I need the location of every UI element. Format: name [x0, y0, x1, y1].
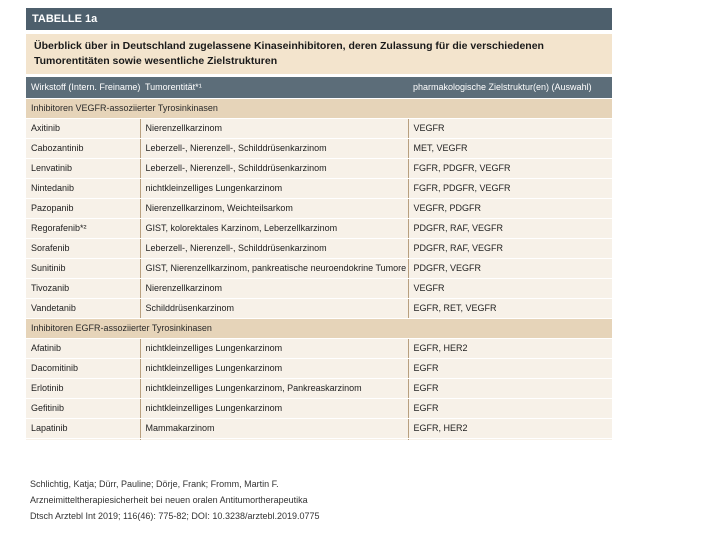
cell-substance: Pazopanib [26, 199, 140, 219]
cell-substance [26, 439, 140, 441]
table-row [26, 239, 612, 259]
cell-substance: Erlotinib [26, 379, 140, 399]
cell-substance: Sunitinib [26, 259, 140, 279]
table-row [26, 339, 612, 359]
cell-target: FGFR, PDGFR, VEGFR [408, 179, 612, 199]
credits-citation: Dtsch Arztebl Int 2019; 116(46): 775-82; DOI: 10.3238/arztebl.2019.0775 [30, 511, 320, 521]
header-substance: Wirkstoff (Intern. Freiname) [26, 77, 140, 99]
header-target-structure: pharmakologische Zielstruktur(en) (Auswahl) [408, 77, 612, 99]
header-row [26, 77, 612, 99]
cell-target: EGFR, HER2 [408, 419, 612, 439]
cell-tumor-entity: Mammakarzinom [140, 419, 408, 439]
cell-target: PDGFR, RAF, VEGFR [408, 219, 612, 239]
table-row [26, 259, 612, 279]
table-row [26, 199, 612, 219]
table-row [26, 159, 612, 179]
cell-tumor-entity: nichtkleinzelliges Lungenkarzinom [140, 339, 408, 359]
cell-target: VEGFR [408, 279, 612, 299]
cell-substance: Gefitinib [26, 399, 140, 419]
source-credits [30, 476, 320, 524]
cell-tumor-entity: GIST, Nierenzellkarzinom, pankreatische neuroendokrine Tumore [140, 259, 408, 279]
table-row [26, 119, 612, 139]
group-row [26, 319, 612, 339]
cell-target: EGFR [408, 399, 612, 419]
cell-tumor-entity: Leberzell-, Nierenzell-, Schilddrüsenkarzinom [140, 159, 408, 179]
table-row [26, 279, 612, 299]
cell-target: VEGFR [408, 119, 612, 139]
cell-tumor-entity: nichtkleinzelliges Lungenkarzinom [140, 399, 408, 419]
table-row [26, 219, 612, 239]
cell-tumor-entity: Nierenzellkarzinom [140, 279, 408, 299]
cell-substance: Afatinib [26, 339, 140, 359]
credits-title: Arzneimitteltherapiesicherheit bei neuen oralen Antitumortherapeutika [30, 495, 308, 505]
cell-substance: Vandetanib [26, 299, 140, 319]
cell-substance: Regorafenib*² [26, 219, 140, 239]
group-row [26, 99, 612, 119]
cell-tumor-entity: nichtkleinzelliges Lungenkarzinom [140, 359, 408, 379]
cell-tumor-entity [140, 439, 408, 441]
cell-target: FGFR, PDGFR, VEGFR [408, 159, 612, 179]
table-row [26, 179, 612, 199]
group-title: Inhibitoren VEGFR-assoziierter Tyrosinkinasen [26, 99, 612, 119]
cell-substance: Sorafenib [26, 239, 140, 259]
cell-substance: Lapatinib [26, 419, 140, 439]
cell-substance: Tivozanib [26, 279, 140, 299]
table-row [26, 379, 612, 399]
cell-target: MET, VEGFR [408, 139, 612, 159]
cell-tumor-entity: Leberzell-, Nierenzell-, Schilddrüsenkarzinom [140, 139, 408, 159]
cell-tumor-entity: nichtkleinzelliges Lungenkarzinom, Pankreaskarzinom [140, 379, 408, 399]
table-figure [26, 8, 612, 440]
cell-target: EGFR [408, 379, 612, 399]
cell-tumor-entity: Schilddrüsenkarzinom [140, 299, 408, 319]
kinase-inhibitor-table [26, 77, 612, 440]
cell-tumor-entity: Leberzell-, Nierenzell-, Schilddrüsenkarzinom [140, 239, 408, 259]
table-row [26, 439, 612, 441]
cell-target: EGFR [408, 359, 612, 379]
cell-tumor-entity: nichtkleinzelliges Lungenkarzinom [140, 179, 408, 199]
table-row [26, 399, 612, 419]
cell-tumor-entity: GIST, kolorektales Karzinom, Leberzellkarzinom [140, 219, 408, 239]
table-row [26, 359, 612, 379]
cell-substance: Cabozantinib [26, 139, 140, 159]
cell-target: EGFR, HER2 [408, 339, 612, 359]
cell-substance: Axitinib [26, 119, 140, 139]
table-label: TABELLE 1a [26, 8, 612, 30]
credits-authors: Schlichtig, Katja; Dürr, Pauline; Dörje, Frank; Fromm, Martin F. [30, 479, 279, 489]
cell-target [408, 439, 612, 441]
table-row [26, 419, 612, 439]
header-tumor-entity: Tumorentität*¹ [140, 77, 408, 99]
group-title: Inhibitoren EGFR-assoziierter Tyrosinkinasen [26, 319, 612, 339]
cell-substance: Nintedanib [26, 179, 140, 199]
cell-target: VEGFR, PDGFR [408, 199, 612, 219]
cell-substance: Lenvatinib [26, 159, 140, 179]
table-row [26, 299, 612, 319]
cell-tumor-entity: Nierenzellkarzinom [140, 119, 408, 139]
table-caption: Überblick über in Deutschland zugelassene Kinaseinhibitoren, deren Zulassung für die verschiedenen Tumorentitäten sowie wesentliche Zielstrukturen [26, 34, 612, 74]
cell-target: PDGFR, VEGFR [408, 259, 612, 279]
cell-target: EGFR, RET, VEGFR [408, 299, 612, 319]
cell-tumor-entity: Nierenzellkarzinom, Weichteilsarkom [140, 199, 408, 219]
cell-substance: Dacomitinib [26, 359, 140, 379]
table-row [26, 139, 612, 159]
cell-target: PDGFR, RAF, VEGFR [408, 239, 612, 259]
